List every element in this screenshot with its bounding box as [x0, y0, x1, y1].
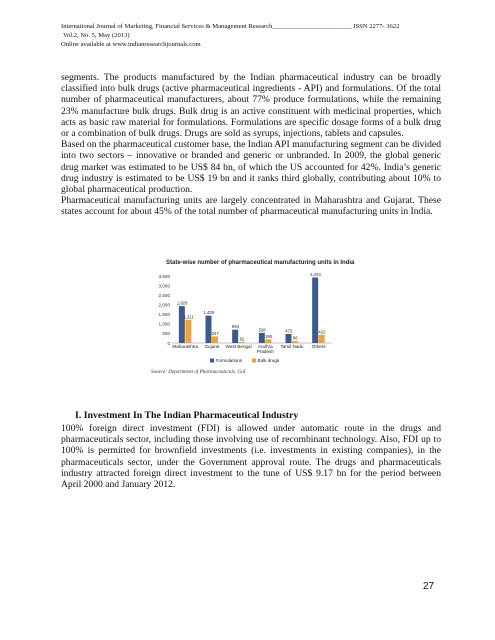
bar-chart — [148, 270, 338, 370]
x-tick-label: Others — [311, 344, 326, 349]
online-info: Online available at www.indianresearchjournals.com — [61, 41, 201, 49]
y-tick-label: 2,500 — [158, 292, 170, 298]
paragraph: Based on the pharmaceutical customer base, the Indian API manufacturing segment can be divided into two sectors – innovative or branded and generic or unbranded. In 2009, the global generic drug market was estimated to be US$ 84 bn, of which the US accounted for 42%. India’s generic drug industry is estimated to be US$ 19 bn and it ranks third globally, contributing about 10% to global pharmaceutical production. — [61, 139, 441, 196]
x-tick-label: Andhra — [257, 344, 273, 349]
figure-title: State-wise number of pharmaceutical manufacturing units in India — [166, 260, 355, 266]
figure-source: Source: Department of Pharmaceuticals, GoI — [151, 369, 246, 375]
y-tick-label: 500 — [162, 331, 170, 337]
bar-bulk-drugs — [292, 341, 298, 343]
bar-bulk-drugs — [265, 339, 271, 343]
bar-bulk-drugs — [319, 335, 325, 343]
legend-label: Formulations — [215, 358, 243, 363]
data-label: 96 — [292, 335, 298, 341]
paragraph: segments. The products manufactured by the Indian pharmaceutical industry can be broadly classified into bulk drugs (active pharmaceutical ingredients - API) and formulations. Of the total number of pharmaceutical manufacturers, about 77% produce formulations, while the remaining 23% manufacture bulk drugs. Bulk drug is an active constituent with medicinal properties, which acts as basic raw material for formulations. Formulations are specific dosage forms of a bulk drug or a combination of bulk drugs. Drugs are sold as syrups, injections, tablets and capsules. — [61, 72, 441, 140]
volume-info: Vol.2, No. 5, May (2013) — [63, 32, 130, 40]
x-tick-label: Gujarat — [204, 344, 220, 349]
data-label: 1,429 — [203, 310, 214, 316]
legend-label: Bulk drugs — [257, 358, 280, 363]
paragraph: Pharmaceutical manufacturing units are largely concentrated in Maharashtra and Gujarat. These states account for about 45% of the total number of pharmaceutical manufacturing units in India. — [61, 195, 441, 218]
journal-header — [61, 22, 441, 50]
data-label: 1,928 — [176, 300, 188, 306]
x-tick-label: West Bengal — [225, 344, 252, 349]
data-label: 62 — [239, 336, 245, 342]
y-tick-label: 1,500 — [158, 312, 170, 318]
page-number: 27 — [423, 581, 435, 592]
bar-bulk-drugs — [212, 336, 218, 343]
data-label: 528 — [258, 327, 266, 333]
y-tick-label: 2,000 — [158, 302, 170, 308]
legend-swatch — [210, 359, 214, 363]
bar-formulations — [312, 277, 318, 343]
bar-formulations — [206, 316, 212, 343]
bar-formulations — [179, 306, 185, 343]
section-heading: I. Investment In The Indian Pharmaceutical Industry — [75, 410, 299, 421]
bar-formulations — [232, 330, 238, 343]
data-label: 347 — [211, 330, 219, 336]
bar-bulk-drugs — [239, 342, 245, 343]
data-label: 694 — [231, 324, 239, 330]
data-label: 472 — [285, 328, 293, 334]
y-tick-label: 0 — [167, 340, 170, 346]
x-tick-label: Pradesh — [256, 349, 274, 354]
y-tick-label: 3,500 — [158, 273, 170, 279]
body-text — [61, 72, 441, 218]
y-tick-label: 3,000 — [158, 283, 170, 289]
bar-formulations — [286, 334, 292, 343]
data-label: 3,423 — [310, 271, 321, 277]
data-label: 422 — [318, 329, 326, 335]
legend-swatch — [252, 359, 256, 363]
bar-formulations — [259, 333, 265, 343]
data-label: 190 — [265, 333, 273, 339]
section-text: 100% foreign direct investment (FDI) is allowed under automatic route in the drugs and pharmaceuticals sector, including those involving use of recombinant technology. Also, FDI up to 100% is permitted for brownfield investments (i.e. investments in existing companies), in the pharmaceuticals sector, under the Government approval route. The drugs and pharmaceuticals industry attracted foreign direct investment to the tune of US$ 9.17 bn for the period between April 2000 and January 2012. — [61, 423, 441, 491]
x-tick-label: Maharashtra — [172, 344, 199, 349]
y-tick-label: 1,000 — [158, 321, 170, 327]
bar-bulk-drugs — [185, 320, 191, 343]
journal-name: International Journal of Marketing, Financial Services & Management Research________________________ ISSN 2277- 3622 — [61, 23, 400, 30]
data-label: 1,211 — [183, 314, 194, 320]
x-tick-label: Tamil Nadu — [280, 344, 304, 349]
